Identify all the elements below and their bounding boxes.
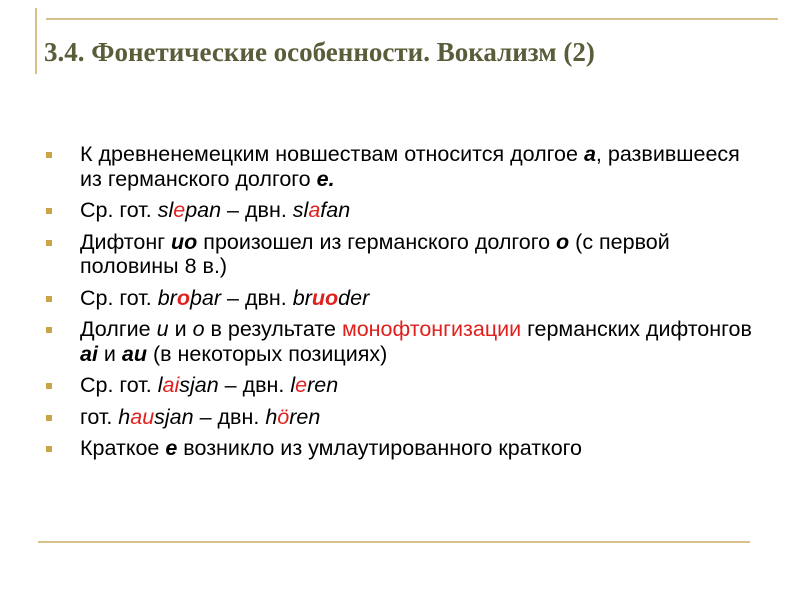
bullet-text-segment: o xyxy=(192,317,205,341)
bullet-text-segment: ai xyxy=(162,373,180,397)
bullet-text-segment: , развившееся из германского долгого xyxy=(80,142,740,191)
bullet-text-segment: произошел из германского долгого xyxy=(197,229,557,254)
bullet-text-segment: l xyxy=(290,373,296,397)
bullet-text-segment: o xyxy=(176,285,190,310)
bullet-text-segment: монофтонгизации xyxy=(341,317,522,341)
bullet-text-segment: br xyxy=(292,285,312,310)
bullet-text-segment: e xyxy=(173,198,186,222)
bullet-item xyxy=(40,405,760,430)
bullet-text-segment: – двн. xyxy=(193,404,266,429)
bullet-text-segment: pan xyxy=(185,198,222,222)
bullet-text-segment: (с первой половины 8 в.) xyxy=(80,229,670,278)
bullet-text-segment: ren xyxy=(307,373,339,397)
bullet-text-segment: Ср. гот. xyxy=(80,373,158,397)
bullet-text-segment: – двн. xyxy=(218,373,291,397)
bullet-text-segment: au xyxy=(130,404,155,429)
bullet-text-segment: sl xyxy=(157,198,174,222)
bullet-text-segment: ai xyxy=(80,341,98,366)
bullet-text-segment: Дифтонг xyxy=(80,229,172,254)
bullet-text-segment: sjan xyxy=(179,373,219,397)
bullet-text-segment: uo xyxy=(311,285,339,310)
slide-title: 3.4. Фонетические особенности. Вокализм (2) xyxy=(44,37,595,67)
bullet-item xyxy=(40,198,760,223)
bullet-text-segment: a xyxy=(583,142,596,166)
bullet-text-segment: sjan xyxy=(154,404,194,429)
bullet-text-segment: Ср. гот. xyxy=(80,198,158,222)
bullet-marker-icon xyxy=(46,446,52,452)
bottom-divider xyxy=(38,541,750,543)
bullet-text-segment: a xyxy=(308,198,321,222)
bullet-text-segment: гот. xyxy=(80,404,119,429)
bullet-text-segment: Ср. гот. xyxy=(80,285,158,310)
bullet-text-segment: sl xyxy=(292,198,309,222)
bullet-text-segment: þar xyxy=(189,285,222,310)
bullet-marker-icon xyxy=(46,240,52,246)
bullet-text-segment: fan xyxy=(320,198,351,222)
bullet-item xyxy=(40,286,760,311)
bullet-text-segment: o xyxy=(556,229,570,254)
bullet-text-segment: e. xyxy=(316,166,335,191)
bullet-text-segment: (в некоторых позициях) xyxy=(147,341,388,366)
bullet-text-segment: – двн. xyxy=(221,198,293,222)
bullet-text-segment: ö xyxy=(277,404,290,429)
bullet-item xyxy=(40,230,760,279)
bullet-item xyxy=(40,436,760,461)
bullet-text-segment: К древненемецким новшествам относится долгое xyxy=(80,142,584,166)
bullet-text-segment: der xyxy=(338,285,370,310)
bullet-text-segment: uo xyxy=(171,229,198,254)
bullet-marker-icon xyxy=(46,296,52,302)
bullet-text-segment: – двн. xyxy=(221,285,293,310)
bullet-marker-icon xyxy=(46,152,52,158)
bullet-text-segment: e xyxy=(295,373,308,397)
bullet-text-segment: и xyxy=(168,317,193,341)
bullet-text-segment: l xyxy=(157,373,163,397)
bullet-text-segment: германских дифтонгов xyxy=(521,317,752,341)
bullet-text-segment: au xyxy=(121,341,147,366)
bullet-text-segment: br xyxy=(157,285,177,310)
bullet-item xyxy=(40,317,760,366)
left-divider xyxy=(35,8,37,74)
bullet-item xyxy=(40,373,760,398)
bullet-text-segment: возникло из умлаутированного краткого xyxy=(177,436,582,460)
bullet-list xyxy=(40,142,760,468)
bullet-text-segment: Краткое xyxy=(80,436,166,460)
bullet-text-segment: h xyxy=(265,404,278,429)
bullet-text-segment: h xyxy=(118,404,131,429)
bullet-text-segment: в результате xyxy=(204,317,342,341)
bullet-text-segment: и xyxy=(97,341,122,366)
bullet-text-segment: ren xyxy=(289,404,321,429)
bullet-text-segment: u xyxy=(156,317,169,341)
bullet-marker-icon xyxy=(46,415,52,421)
top-divider xyxy=(46,18,778,20)
bullet-marker-icon xyxy=(46,208,52,214)
bullet-text-segment: Долгие xyxy=(80,317,157,341)
bullet-marker-icon xyxy=(46,383,52,389)
bullet-marker-icon xyxy=(46,327,52,333)
bullet-text-segment: e xyxy=(165,436,178,460)
bullet-item xyxy=(40,142,760,191)
